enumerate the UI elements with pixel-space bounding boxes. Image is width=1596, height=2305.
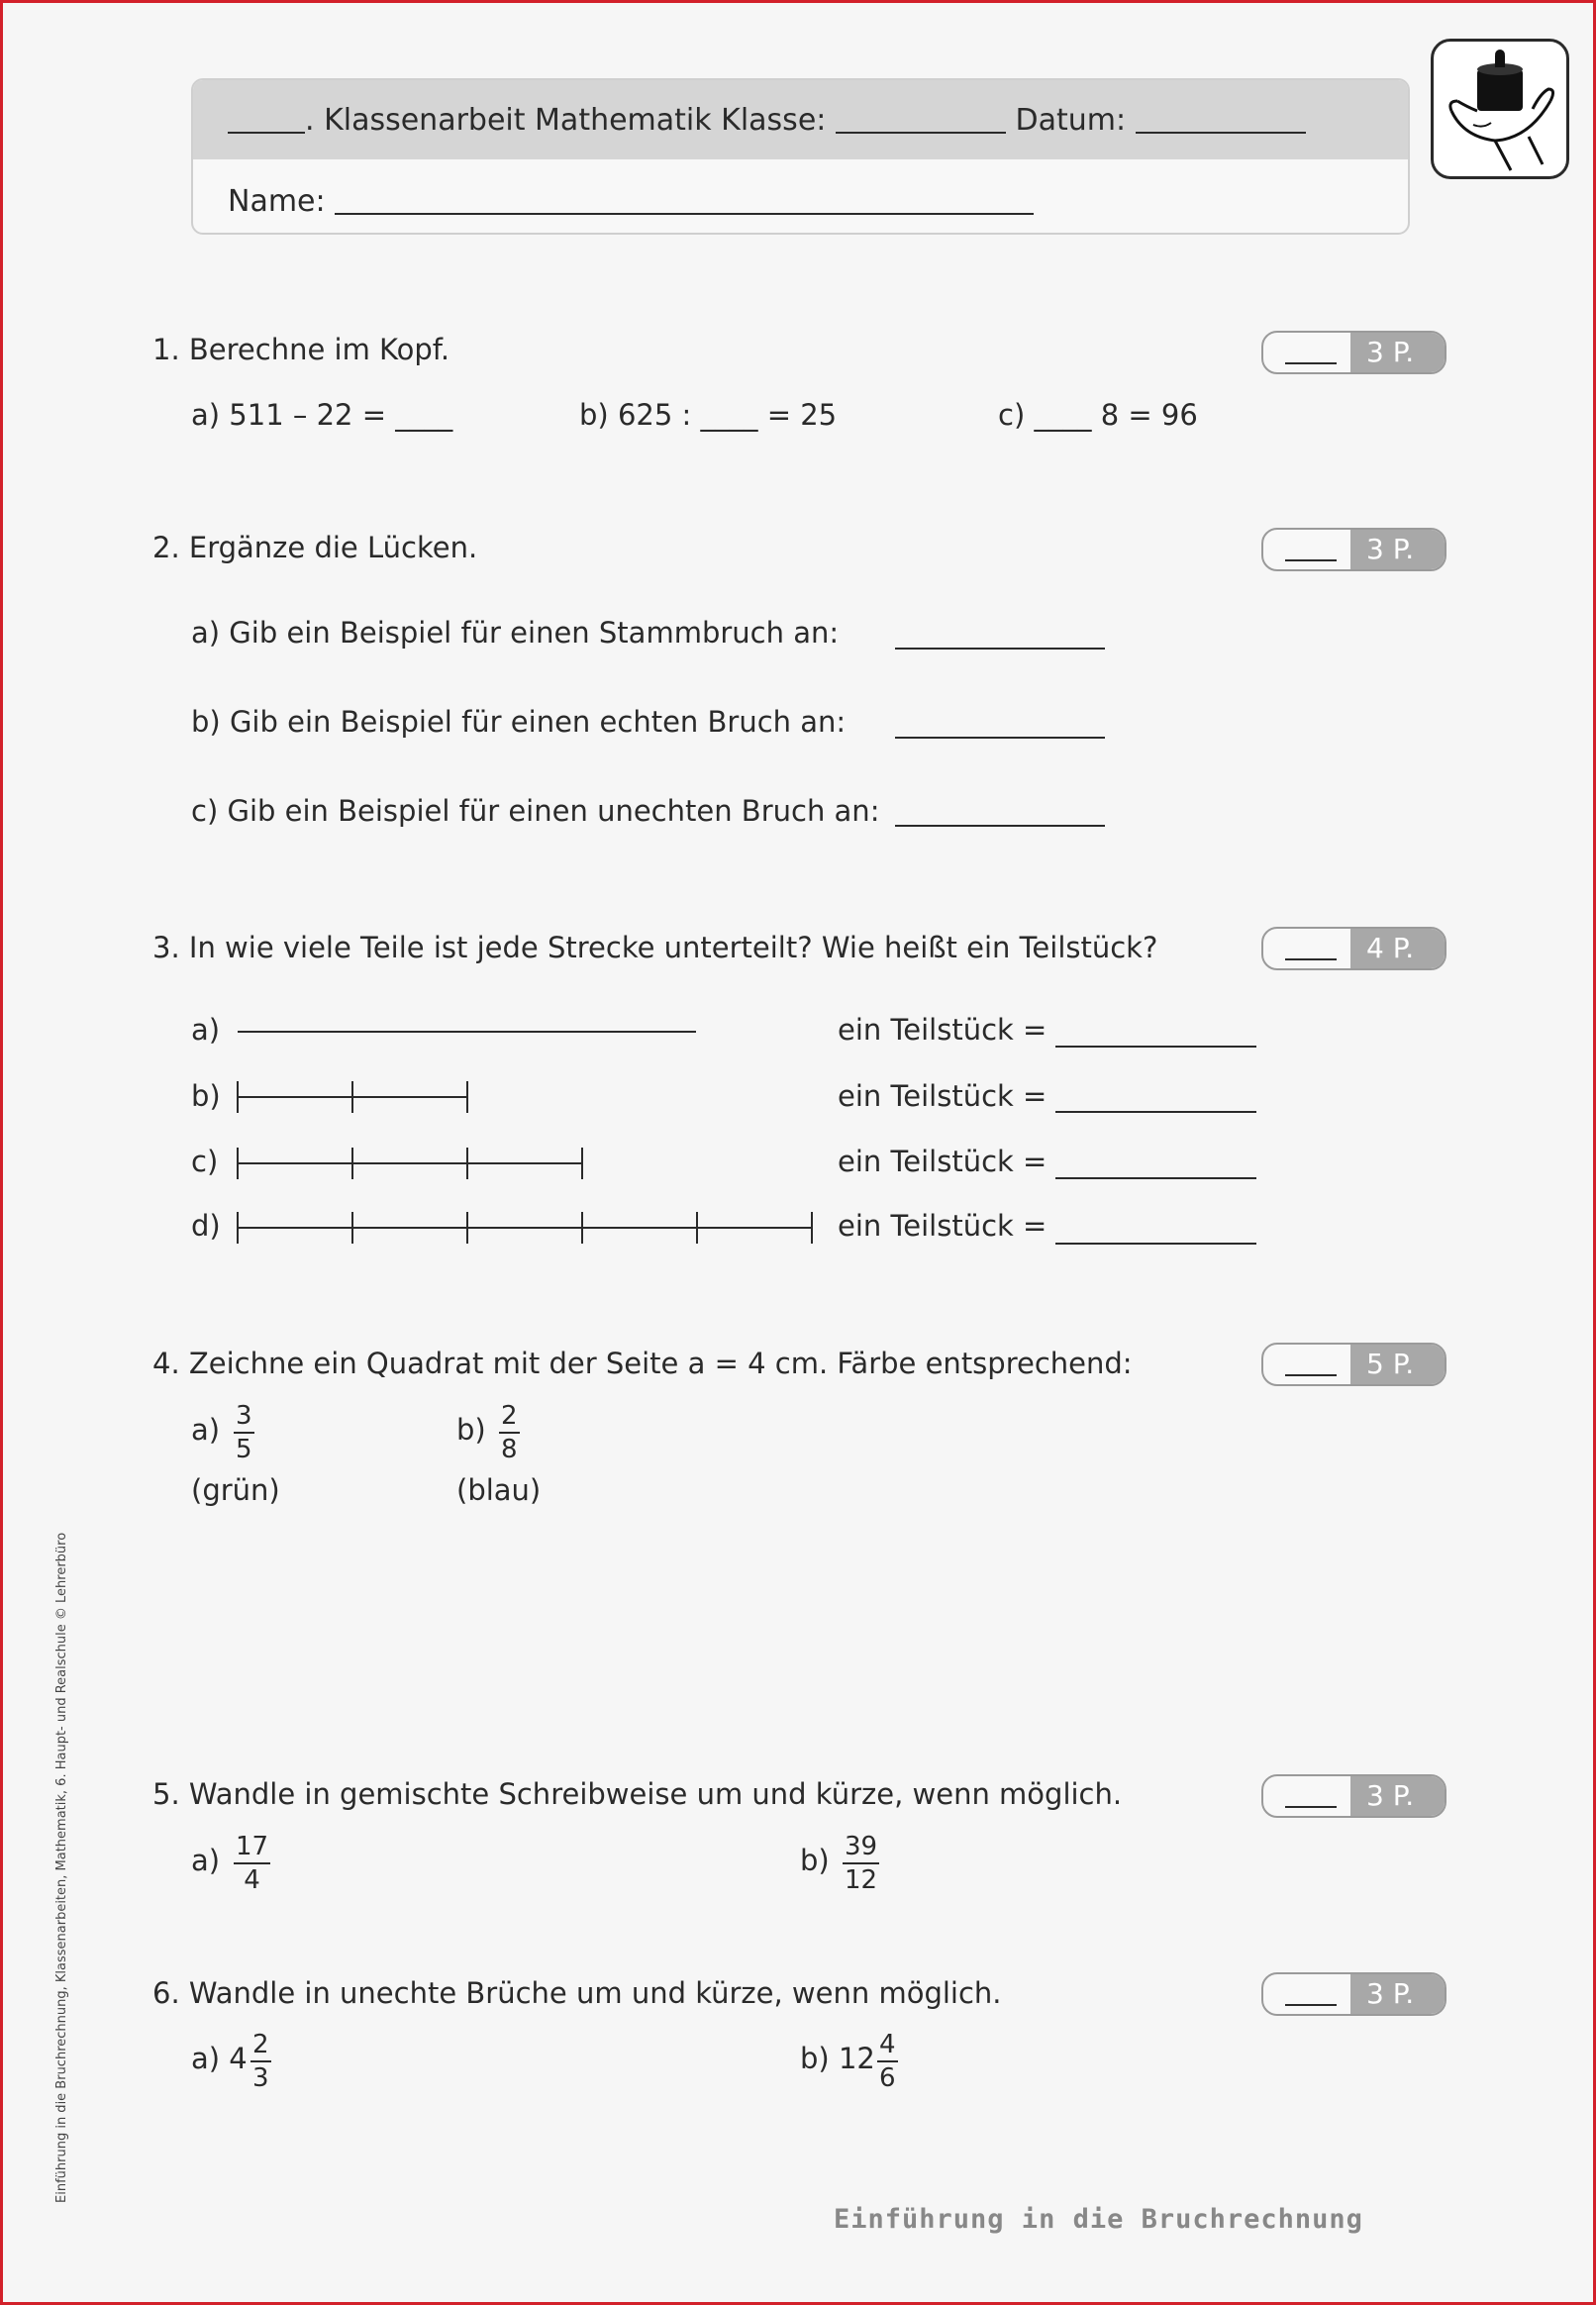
task-2-answer-c[interactable] (895, 825, 1105, 827)
task-4-a-letter: a) (191, 1413, 221, 1447)
name-label: Name: (228, 184, 326, 219)
task-3-answer-b[interactable] (1055, 1111, 1256, 1113)
segment-d (238, 1212, 812, 1244)
task-4-points-badge (1261, 1343, 1446, 1386)
task-2-item-c: c) Gib ein Beispiel für einen unechten Bruch an: (191, 794, 880, 828)
header-title: . Klassenarbeit Mathematik Klasse: (305, 103, 827, 138)
task-2-answer-b[interactable] (895, 737, 1105, 739)
task-2-item-b: b) Gib ein Beispiel für einen echten Bruch an: (191, 705, 847, 739)
hand-holding-weight-icon (1431, 39, 1569, 179)
task-1-item-a: a) 511 – 22 = ____ (191, 398, 453, 432)
task-3-points-badge (1261, 927, 1446, 970)
fraction-denominator: 3 (252, 2063, 269, 2093)
task-2-answer-a[interactable] (895, 648, 1105, 650)
task-3-answer-a[interactable] (1055, 1046, 1256, 1048)
task-3-row-c-letter: c) (191, 1145, 219, 1178)
task-3-title: 3. In wie viele Teile ist jede Strecke unterteilt? Wie heißt ein Teilstück? (152, 931, 1158, 964)
task-1-item-b: b) 625 : ____ = 25 (579, 398, 838, 432)
class-blank[interactable] (836, 104, 1006, 134)
fraction-numerator: 2 (499, 1402, 520, 1434)
fraction-numerator: 3 (234, 1402, 254, 1434)
task-4-score-blank[interactable] (1285, 1353, 1337, 1376)
task-4-points: 5 P. (1350, 1345, 1445, 1384)
task-3-row-a-letter: a) (191, 1013, 221, 1047)
task-1-item-c: c) ____ 8 = 96 (998, 398, 1198, 432)
task-5-title: 5. Wandle in gemischte Schreibweise um und kürze, wenn möglich. (152, 1777, 1123, 1811)
task-3-row-c-answer: ein Teilstück = (838, 1145, 1047, 1178)
task-3-points: 4 P. (1350, 929, 1445, 968)
name-blank[interactable] (335, 185, 1034, 215)
task-5-a-fraction (234, 1833, 270, 1894)
task-2-title: 2. Ergänze die Lücken. (152, 531, 478, 564)
task-6-b-whole: b) 12 (800, 2042, 875, 2075)
task-2-score-blank[interactable] (1285, 538, 1337, 561)
task-4-b-color: (blau) (456, 1473, 542, 1507)
header-line (228, 103, 1306, 138)
datum-label: Datum: (1015, 103, 1127, 138)
task-1-points: 3 P. (1350, 333, 1445, 372)
task-5-b-letter: b) (800, 1844, 830, 1877)
name-line (228, 184, 1034, 219)
task-4-a-color: (grün) (191, 1473, 280, 1507)
task-1-score-blank[interactable] (1285, 341, 1337, 364)
task-5-score-blank[interactable] (1285, 1784, 1337, 1808)
task-3-score-blank[interactable] (1285, 937, 1337, 960)
task-5-points-badge (1261, 1774, 1446, 1818)
fraction-denominator: 12 (845, 1865, 878, 1895)
datum-blank[interactable] (1136, 104, 1306, 134)
task-2-item-a: a) Gib ein Beispiel für einen Stammbruch an: (191, 616, 840, 650)
task-4-a-fraction (234, 1402, 254, 1463)
task-5-a-letter: a) (191, 1844, 221, 1877)
copyright-side-text: Einführung in die Bruchrechnung, Klassenarbeiten, Mathematik, 6. Haupt- und Realschule © Lehrerbüro (54, 1532, 69, 2203)
task-4-b-letter: b) (456, 1413, 486, 1447)
task-5-points: 3 P. (1350, 1776, 1445, 1816)
task-6-points-badge (1261, 1972, 1446, 2016)
task-4-b-fraction (499, 1402, 520, 1463)
task-6-points: 3 P. (1350, 1974, 1445, 2014)
task-6-b-fraction (877, 2031, 898, 2092)
fraction-numerator: 2 (250, 2031, 271, 2062)
task-3-answer-c[interactable] (1055, 1177, 1256, 1179)
footer-title: Einführung in die Bruchrechnung (834, 2204, 1363, 2235)
task-4-title: 4. Zeichne ein Quadrat mit der Seite a = 4 cm. Färbe entsprechend: (152, 1347, 1133, 1380)
task-3-row-d-letter: d) (191, 1209, 221, 1243)
task-1-title: 1. Berechne im Kopf. (152, 333, 450, 366)
segment-c (238, 1148, 582, 1179)
task-3-row-b-letter: b) (191, 1079, 221, 1113)
task-3-row-a-answer: ein Teilstück = (838, 1013, 1047, 1047)
task-3-row-d-answer: ein Teilstück = (838, 1209, 1047, 1243)
fraction-numerator: 39 (843, 1833, 879, 1864)
task-3-answer-d[interactable] (1055, 1243, 1256, 1245)
class-number-blank[interactable] (228, 104, 305, 134)
task-3-segments (228, 1000, 822, 1257)
task-6-title: 6. Wandle in unechte Brüche um und kürze, wenn möglich. (152, 1976, 1002, 2010)
fraction-denominator: 8 (501, 1435, 518, 1464)
fraction-denominator: 5 (236, 1435, 252, 1464)
segment-b (238, 1081, 467, 1113)
fraction-numerator: 17 (234, 1833, 270, 1864)
task-3-row-b-answer: ein Teilstück = (838, 1079, 1047, 1113)
fraction-numerator: 4 (877, 2031, 898, 2062)
task-6-a-fraction (250, 2031, 271, 2092)
task-1-points-badge (1261, 331, 1446, 374)
task-2-points-badge (1261, 528, 1446, 571)
task-6-score-blank[interactable] (1285, 1982, 1337, 2006)
fraction-denominator: 6 (879, 2063, 896, 2093)
task-5-b-fraction (843, 1833, 879, 1894)
task-6-a-whole: a) 4 (191, 2042, 248, 2075)
fraction-denominator: 4 (244, 1865, 260, 1895)
task-2-points: 3 P. (1350, 530, 1445, 569)
